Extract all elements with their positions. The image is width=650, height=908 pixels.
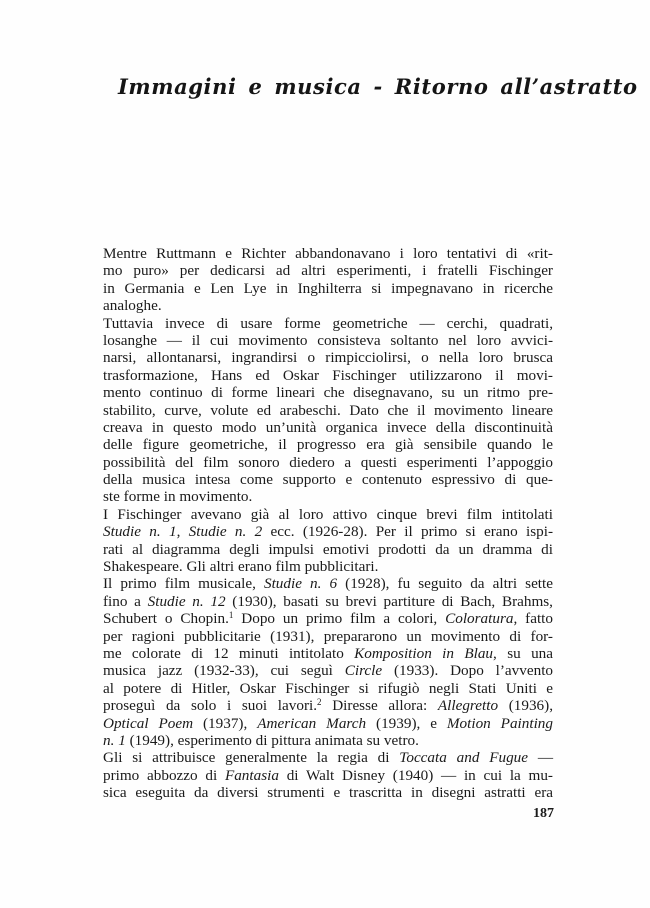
text-line xyxy=(103,662,553,679)
text-line xyxy=(103,697,553,714)
text-run: Diresse allora: xyxy=(321,697,438,715)
text-line xyxy=(103,680,553,697)
text-run: — xyxy=(528,749,553,767)
text-line xyxy=(103,402,553,419)
text-run: trasformazione, Hans ed Oskar Fischinger utilizzarono il movi- xyxy=(103,366,553,384)
text-run: in Germania e Len Lye in Inghilterra si impegnavano in ricerche xyxy=(103,279,553,297)
text-line xyxy=(103,280,553,297)
text-line xyxy=(103,471,553,488)
text-run: sica eseguita da diversi strumenti e trascritta in disegni astratti era xyxy=(103,784,553,802)
text-run: (1928), fu seguito da altri sette xyxy=(337,575,553,593)
text-run: Gli si attribuisce generalmente la regia di xyxy=(103,749,400,767)
text-line xyxy=(103,297,553,314)
italic-title: Coloratura xyxy=(445,610,514,628)
text-run: Tuttavia invece di usare forme geometriche — cerchi, quadrati, xyxy=(103,314,553,332)
text-line xyxy=(103,262,553,279)
text-run: Shakespeare. Gli altri erano film pubblicitari. xyxy=(103,558,379,576)
italic-title: Studie n. 12 xyxy=(147,592,226,610)
text-run: Schubert o Chopin. xyxy=(103,610,229,628)
text-run: ste forme in movimento. xyxy=(103,488,253,506)
text-line xyxy=(103,749,553,766)
text-run: , fatto xyxy=(513,610,553,628)
page-number: 187 xyxy=(533,806,554,821)
text-line xyxy=(103,488,553,505)
body-text xyxy=(103,245,553,802)
text-run: delle figure geometriche, il progresso era già sensibile quando le xyxy=(103,436,553,454)
text-run: analoghe. xyxy=(103,297,162,315)
text-run: me colorate di 12 minuti intitolato xyxy=(103,644,355,662)
text-run: della musica intesa come supporto e contenuto espressivo di que- xyxy=(103,471,553,489)
italic-title: Fantasia xyxy=(224,766,279,784)
text-run: di Walt Disney (1940) — in cui la mu- xyxy=(278,766,553,784)
text-line xyxy=(103,558,553,575)
text-line xyxy=(103,715,553,732)
text-run: (1930), basati su brevi partiture di Bach, Brahms, xyxy=(225,592,553,610)
text-line xyxy=(103,384,553,401)
italic-title: Studie n. 6 xyxy=(263,575,338,593)
text-run: Mentre Ruttmann e Richter abbandonavano i loro tentativi di «rit- xyxy=(103,245,553,262)
text-run: stabilito, curve, volute ed arabeschi. Dato che il movimento lineare xyxy=(103,401,553,419)
text-line xyxy=(103,349,553,366)
footnote-ref: 2 xyxy=(317,697,322,708)
text-line xyxy=(103,575,553,592)
text-line xyxy=(103,436,553,453)
text-run: (1937), xyxy=(193,714,258,732)
text-run: rati al diagramma degli impulsi emotivi prodotti da un dramma di xyxy=(103,540,553,558)
text-run: (1936), xyxy=(498,697,553,715)
text-line xyxy=(103,732,553,749)
text-line xyxy=(103,784,553,801)
text-run: (1933). Dopo l’avvento xyxy=(382,662,554,680)
text-line xyxy=(103,610,553,627)
text-run: proseguì da solo i suoi lavori. xyxy=(103,697,318,715)
italic-title: n. 1 xyxy=(103,731,126,749)
italic-title: Optical Poem xyxy=(103,714,194,732)
text-line xyxy=(103,454,553,471)
footnote-ref: 1 xyxy=(228,610,234,621)
text-run: I Fischinger avevano già al loro attivo cinque brevi film intitolati xyxy=(103,505,553,523)
text-line xyxy=(103,645,553,662)
text-run: al potere di Hitler, Oskar Fischinger si rifugiò negli Stati Uniti e xyxy=(103,679,553,697)
italic-title: Allegretto xyxy=(437,697,499,715)
text-line xyxy=(103,332,553,349)
text-line xyxy=(103,628,553,645)
text-run: narsi, allontanarsi, ingrandirsi o rimpicciolirsi, o nella loro brusca xyxy=(103,349,553,367)
text-run: (1939), e xyxy=(366,714,447,732)
text-run: mo puro» per dedicarsi ad altri esperimenti, i fratelli Fischinger xyxy=(103,262,553,280)
text-run: ecc. (1926-28). Per il primo si erano ispi- xyxy=(262,523,554,541)
text-run: per ragioni pubblicitarie (1931), prepararono un movimento di for- xyxy=(103,627,553,645)
text-run: Dopo un primo film a colori, xyxy=(233,610,446,628)
text-run: mento continuo di forme lineari che disegnavano, su un ritmo pre- xyxy=(103,384,553,402)
text-line xyxy=(103,315,553,332)
italic-title: Motion Painting xyxy=(446,714,553,732)
text-run: possibilità del film sonoro diedero a questi esperimenti l’appoggio xyxy=(103,453,553,471)
text-run: creava in questo modo un’unità organica invece della discontinuità xyxy=(103,418,553,436)
text-line xyxy=(103,506,553,523)
text-line xyxy=(103,541,553,558)
text-run: Il primo film musicale, xyxy=(103,575,264,593)
italic-title: Studie n. 1 xyxy=(103,523,177,541)
text-line xyxy=(103,419,553,436)
text-line xyxy=(103,767,553,784)
text-run: , xyxy=(176,523,189,541)
text-line xyxy=(103,367,553,384)
text-run: primo abbozzo di xyxy=(103,766,225,784)
italic-title: Komposition in Blau xyxy=(354,644,494,662)
chapter-title: Immagini e musica - Ritorno all’astratto xyxy=(118,74,638,99)
text-run: (1949), esperimento di pittura animata su vetro. xyxy=(125,731,419,749)
italic-title: American March xyxy=(257,714,367,732)
text-line xyxy=(103,593,553,610)
text-run: losanghe — il cui movimento consisteva soltanto nel loro avvici- xyxy=(103,331,553,349)
text-line xyxy=(103,245,553,262)
italic-title: Toccata and Fugue xyxy=(399,749,529,767)
text-run: musica jazz (1932-33), cui seguì xyxy=(103,662,345,680)
italic-title: Studie n. 2 xyxy=(188,523,263,541)
text-line xyxy=(103,523,553,540)
text-run: , su una xyxy=(493,644,553,662)
italic-title: Circle xyxy=(344,662,383,680)
text-run: fino a xyxy=(103,592,148,610)
